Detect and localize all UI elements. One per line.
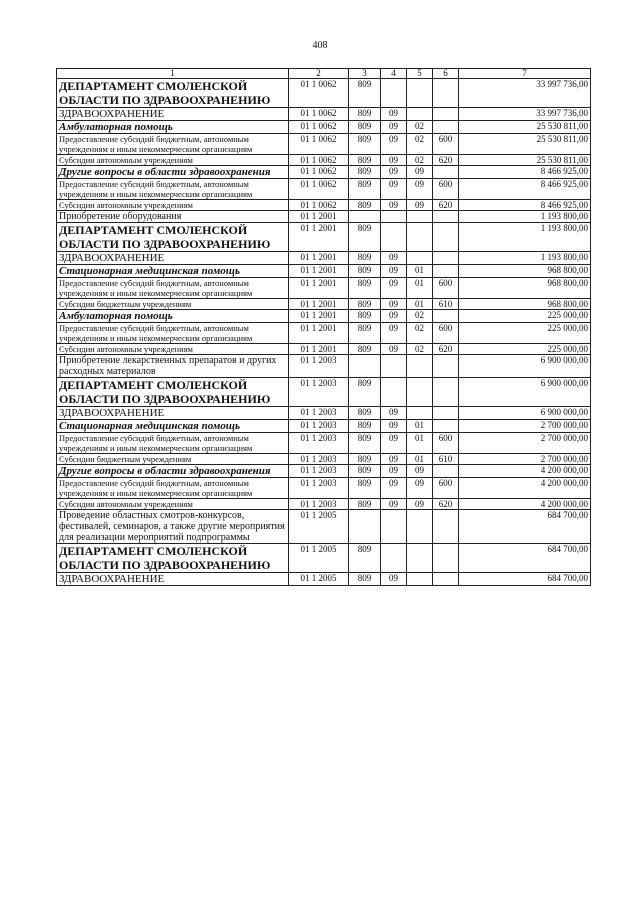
row-section-code: 09 xyxy=(381,407,407,420)
row-name: Приобретение лекарственных препаратов и других расходных материалов xyxy=(57,355,289,378)
row-amount: 25 530 811,00 xyxy=(459,134,591,155)
row-ministry-code: 809 xyxy=(349,499,381,510)
row-subsection-code xyxy=(407,252,433,265)
row-target-code: 01 1 2003 xyxy=(289,378,349,407)
row-amount: 684 700,00 xyxy=(459,573,591,586)
row-amount: 968 800,00 xyxy=(459,265,591,278)
row-subsection-code xyxy=(407,355,433,378)
row-expense-type-code xyxy=(433,223,459,252)
row-name: Субсидии бюджетным учреждениям xyxy=(57,299,289,310)
row-ministry-code: 809 xyxy=(349,344,381,355)
row-section-code: 09 xyxy=(381,573,407,586)
row-amount: 6 900 000,00 xyxy=(459,407,591,420)
row-target-code: 01 1 2001 xyxy=(289,299,349,310)
row-target-code: 01 1 2003 xyxy=(289,407,349,420)
row-subsection-code: 09 xyxy=(407,166,433,179)
row-section-code: 09 xyxy=(381,134,407,155)
row-section-code xyxy=(381,544,407,573)
row-subsection-code xyxy=(407,223,433,252)
row-name: ДЕПАРТАМЕНТ СМОЛЕНСКОЙ ОБЛАСТИ ПО ЗДРАВООХРАНЕНИЮ xyxy=(57,544,289,573)
row-target-code: 01 1 2005 xyxy=(289,544,349,573)
row-ministry-code: 809 xyxy=(349,252,381,265)
row-ministry-code: 809 xyxy=(349,465,381,478)
row-target-code: 01 1 2005 xyxy=(289,573,349,586)
table-row xyxy=(57,355,591,378)
row-target-code: 01 1 2001 xyxy=(289,278,349,299)
row-name: ЗДРАВООХРАНЕНИЕ xyxy=(57,252,289,265)
row-expense-type-code xyxy=(433,310,459,323)
row-amount: 225 000,00 xyxy=(459,323,591,344)
row-subsection-code xyxy=(407,108,433,121)
column-header: 4 xyxy=(381,69,407,79)
table-row xyxy=(57,252,591,265)
row-ministry-code: 809 xyxy=(349,573,381,586)
row-expense-type-code xyxy=(433,465,459,478)
row-section-code: 09 xyxy=(381,278,407,299)
row-name: ЗДРАВООХРАНЕНИЕ xyxy=(57,407,289,420)
table-row xyxy=(57,223,591,252)
row-section-code: 09 xyxy=(381,499,407,510)
row-amount: 684 700,00 xyxy=(459,544,591,573)
row-name: Субсидии автономным учреждениям xyxy=(57,344,289,355)
row-target-code: 01 1 0062 xyxy=(289,200,349,211)
row-target-code: 01 1 0062 xyxy=(289,108,349,121)
row-ministry-code xyxy=(349,510,381,544)
table-row xyxy=(57,407,591,420)
row-target-code: 01 1 2001 xyxy=(289,252,349,265)
table-row xyxy=(57,166,591,179)
column-header: 3 xyxy=(349,69,381,79)
row-section-code: 09 xyxy=(381,155,407,166)
row-subsection-code: 09 xyxy=(407,200,433,211)
column-header: 6 xyxy=(433,69,459,79)
row-target-code: 01 1 2003 xyxy=(289,465,349,478)
column-header-row xyxy=(57,69,591,79)
row-ministry-code: 809 xyxy=(349,108,381,121)
row-subsection-code xyxy=(407,378,433,407)
page-number: 408 xyxy=(312,40,328,51)
row-subsection-code xyxy=(407,510,433,544)
row-target-code: 01 1 2001 xyxy=(289,323,349,344)
row-section-code: 09 xyxy=(381,108,407,121)
row-ministry-code: 809 xyxy=(349,478,381,499)
row-ministry-code: 809 xyxy=(349,265,381,278)
row-amount: 1 193 800,00 xyxy=(459,211,591,223)
row-subsection-code: 09 xyxy=(407,465,433,478)
table-row xyxy=(57,433,591,454)
row-section-code: 09 xyxy=(381,166,407,179)
row-subsection-code: 01 xyxy=(407,265,433,278)
row-subsection-code xyxy=(407,407,433,420)
table-row xyxy=(57,465,591,478)
row-ministry-code xyxy=(349,211,381,223)
row-name: Субсидии автономным учреждениям xyxy=(57,499,289,510)
row-subsection-code xyxy=(407,544,433,573)
row-amount: 8 466 925,00 xyxy=(459,179,591,200)
row-subsection-code: 02 xyxy=(407,155,433,166)
row-ministry-code: 809 xyxy=(349,278,381,299)
row-amount: 4 200 000,00 xyxy=(459,478,591,499)
table-body xyxy=(57,69,591,586)
row-ministry-code: 809 xyxy=(349,407,381,420)
table-row xyxy=(57,121,591,134)
row-expense-type-code xyxy=(433,108,459,121)
table-row xyxy=(57,478,591,499)
row-section-code: 09 xyxy=(381,121,407,134)
table-row xyxy=(57,200,591,211)
table-row xyxy=(57,299,591,310)
table-row xyxy=(57,278,591,299)
table-row xyxy=(57,211,591,223)
row-section-code: 09 xyxy=(381,310,407,323)
row-ministry-code: 809 xyxy=(349,166,381,179)
row-amount: 6 900 000,00 xyxy=(459,378,591,407)
row-subsection-code: 09 xyxy=(407,499,433,510)
row-subsection-code xyxy=(407,79,433,108)
row-subsection-code: 01 xyxy=(407,420,433,433)
row-expense-type-code: 620 xyxy=(433,499,459,510)
row-name: ДЕПАРТАМЕНТ СМОЛЕНСКОЙ ОБЛАСТИ ПО ЗДРАВООХРАНЕНИЮ xyxy=(57,79,289,108)
row-expense-type-code: 620 xyxy=(433,344,459,355)
column-header: 2 xyxy=(289,69,349,79)
row-expense-type-code xyxy=(433,378,459,407)
row-section-code xyxy=(381,510,407,544)
row-name: Амбулаторная помощь xyxy=(57,121,289,134)
row-subsection-code xyxy=(407,573,433,586)
row-subsection-code: 01 xyxy=(407,454,433,465)
row-target-code: 01 1 0062 xyxy=(289,121,349,134)
row-amount: 2 700 000,00 xyxy=(459,420,591,433)
row-target-code: 01 1 2003 xyxy=(289,499,349,510)
row-name: ДЕПАРТАМЕНТ СМОЛЕНСКОЙ ОБЛАСТИ ПО ЗДРАВООХРАНЕНИЮ xyxy=(57,378,289,407)
row-section-code: 09 xyxy=(381,344,407,355)
row-amount: 6 900 000,00 xyxy=(459,355,591,378)
row-section-code: 09 xyxy=(381,478,407,499)
table-row xyxy=(57,179,591,200)
row-ministry-code: 809 xyxy=(349,378,381,407)
row-amount: 684 700,00 xyxy=(459,510,591,544)
table-row xyxy=(57,155,591,166)
table-row xyxy=(57,378,591,407)
row-subsection-code: 02 xyxy=(407,134,433,155)
row-target-code: 01 1 0062 xyxy=(289,134,349,155)
row-expense-type-code xyxy=(433,544,459,573)
row-target-code: 01 1 0062 xyxy=(289,166,349,179)
row-target-code: 01 1 0062 xyxy=(289,79,349,108)
row-amount: 1 193 800,00 xyxy=(459,223,591,252)
row-amount: 968 800,00 xyxy=(459,278,591,299)
table-row xyxy=(57,108,591,121)
row-target-code: 01 1 2003 xyxy=(289,478,349,499)
row-name: Стационарная медицинская помощь xyxy=(57,265,289,278)
row-name: Другие вопросы в области здравоохранения xyxy=(57,465,289,478)
row-expense-type-code: 610 xyxy=(433,299,459,310)
table-row xyxy=(57,544,591,573)
row-name: Предоставление субсидий бюджетным, автономным учреждениям и иным некоммерческим организациям xyxy=(57,278,289,299)
row-section-code: 09 xyxy=(381,299,407,310)
row-amount: 225 000,00 xyxy=(459,310,591,323)
row-subsection-code: 01 xyxy=(407,278,433,299)
row-ministry-code: 809 xyxy=(349,121,381,134)
row-target-code: 01 1 0062 xyxy=(289,155,349,166)
row-ministry-code: 809 xyxy=(349,155,381,166)
row-section-code: 09 xyxy=(381,252,407,265)
row-name: Субсидии автономным учреждениям xyxy=(57,200,289,211)
row-subsection-code: 01 xyxy=(407,299,433,310)
row-name: ЗДРАВООХРАНЕНИЕ xyxy=(57,108,289,121)
table-row xyxy=(57,420,591,433)
row-ministry-code: 809 xyxy=(349,223,381,252)
row-target-code: 01 1 0062 xyxy=(289,179,349,200)
row-amount: 33 997 736,00 xyxy=(459,108,591,121)
row-target-code: 01 1 2001 xyxy=(289,211,349,223)
row-name: Предоставление субсидий бюджетным, автономным учреждениям и иным некоммерческим организациям xyxy=(57,478,289,499)
row-section-code: 09 xyxy=(381,265,407,278)
row-expense-type-code: 600 xyxy=(433,278,459,299)
row-subsection-code: 01 xyxy=(407,433,433,454)
row-expense-type-code: 620 xyxy=(433,155,459,166)
row-amount: 33 997 736,00 xyxy=(459,79,591,108)
row-name: Приобретение оборудования xyxy=(57,211,289,223)
row-amount: 968 800,00 xyxy=(459,299,591,310)
row-expense-type-code: 600 xyxy=(433,323,459,344)
row-amount: 4 200 000,00 xyxy=(459,499,591,510)
row-target-code: 01 1 2001 xyxy=(289,265,349,278)
row-amount: 1 193 800,00 xyxy=(459,252,591,265)
row-name: Проведение областных смотров-конкурсов, фестивалей, семинаров, а также другие мероприятия для реализации мероприятий подпрограммы xyxy=(57,510,289,544)
table-row xyxy=(57,573,591,586)
row-expense-type-code xyxy=(433,407,459,420)
row-target-code: 01 1 2001 xyxy=(289,223,349,252)
table-row xyxy=(57,323,591,344)
row-ministry-code: 809 xyxy=(349,454,381,465)
row-expense-type-code xyxy=(433,79,459,108)
table-row xyxy=(57,265,591,278)
row-target-code: 01 1 2003 xyxy=(289,454,349,465)
row-name: Предоставление субсидий бюджетным, автономным учреждениям и иным некоммерческим организациям xyxy=(57,323,289,344)
row-section-code xyxy=(381,211,407,223)
row-name: ЗДРАВООХРАНЕНИЕ xyxy=(57,573,289,586)
row-subsection-code: 09 xyxy=(407,478,433,499)
row-section-code xyxy=(381,378,407,407)
row-expense-type-code xyxy=(433,121,459,134)
row-expense-type-code xyxy=(433,211,459,223)
budget-table xyxy=(56,68,591,586)
table-row xyxy=(57,499,591,510)
row-expense-type-code xyxy=(433,510,459,544)
row-expense-type-code: 600 xyxy=(433,134,459,155)
column-header: 5 xyxy=(407,69,433,79)
row-ministry-code: 809 xyxy=(349,310,381,323)
row-ministry-code: 809 xyxy=(349,134,381,155)
row-name: Предоставление субсидий бюджетным, автономным учреждениям и иным некоммерческим организациям xyxy=(57,134,289,155)
row-section-code: 09 xyxy=(381,179,407,200)
row-subsection-code: 02 xyxy=(407,323,433,344)
row-ministry-code: 809 xyxy=(349,433,381,454)
row-subsection-code: 09 xyxy=(407,179,433,200)
row-section-code xyxy=(381,355,407,378)
row-amount: 8 466 925,00 xyxy=(459,166,591,179)
row-section-code: 09 xyxy=(381,323,407,344)
row-section-code: 09 xyxy=(381,454,407,465)
row-ministry-code: 809 xyxy=(349,544,381,573)
row-section-code xyxy=(381,223,407,252)
row-expense-type-code xyxy=(433,252,459,265)
table-row xyxy=(57,79,591,108)
row-expense-type-code xyxy=(433,355,459,378)
row-target-code: 01 1 2003 xyxy=(289,433,349,454)
column-header: 1 xyxy=(57,69,289,79)
row-target-code: 01 1 2003 xyxy=(289,420,349,433)
table-row xyxy=(57,510,591,544)
row-amount: 25 530 811,00 xyxy=(459,121,591,134)
row-expense-type-code xyxy=(433,166,459,179)
table-row xyxy=(57,454,591,465)
row-amount: 2 700 000,00 xyxy=(459,454,591,465)
row-ministry-code xyxy=(349,355,381,378)
column-header: 7 xyxy=(459,69,591,79)
row-target-code: 01 1 2001 xyxy=(289,344,349,355)
row-ministry-code: 809 xyxy=(349,79,381,108)
row-section-code xyxy=(381,79,407,108)
table-row xyxy=(57,310,591,323)
row-amount: 4 200 000,00 xyxy=(459,465,591,478)
row-amount: 225 000,00 xyxy=(459,344,591,355)
table-row xyxy=(57,134,591,155)
row-target-code: 01 1 2001 xyxy=(289,310,349,323)
row-subsection-code: 02 xyxy=(407,121,433,134)
row-name: ДЕПАРТАМЕНТ СМОЛЕНСКОЙ ОБЛАСТИ ПО ЗДРАВООХРАНЕНИЮ xyxy=(57,223,289,252)
row-expense-type-code: 600 xyxy=(433,179,459,200)
row-name: Стационарная медицинская помощь xyxy=(57,420,289,433)
row-subsection-code: 02 xyxy=(407,310,433,323)
row-expense-type-code xyxy=(433,573,459,586)
row-section-code: 09 xyxy=(381,200,407,211)
row-subsection-code: 02 xyxy=(407,344,433,355)
row-section-code: 09 xyxy=(381,420,407,433)
row-name: Субсидии бюджетным учреждениям xyxy=(57,454,289,465)
row-name: Субсидии автономным учреждениям xyxy=(57,155,289,166)
row-subsection-code xyxy=(407,211,433,223)
row-name: Предоставление субсидий бюджетным, автономным учреждениям и иным некоммерческим организациям xyxy=(57,433,289,454)
row-name: Амбулаторная помощь xyxy=(57,310,289,323)
row-ministry-code: 809 xyxy=(349,299,381,310)
row-expense-type-code: 600 xyxy=(433,433,459,454)
row-amount: 2 700 000,00 xyxy=(459,433,591,454)
row-ministry-code: 809 xyxy=(349,179,381,200)
row-target-code: 01 1 2005 xyxy=(289,510,349,544)
row-section-code: 09 xyxy=(381,433,407,454)
row-section-code: 09 xyxy=(381,465,407,478)
table-row xyxy=(57,344,591,355)
row-name: Предоставление субсидий бюджетным, автономным учреждениям и иным некоммерческим организациям xyxy=(57,179,289,200)
row-expense-type-code: 600 xyxy=(433,478,459,499)
row-amount: 8 466 925,00 xyxy=(459,200,591,211)
row-ministry-code: 809 xyxy=(349,323,381,344)
row-expense-type-code xyxy=(433,265,459,278)
row-name: Другие вопросы в области здравоохранения xyxy=(57,166,289,179)
row-amount: 25 530 811,00 xyxy=(459,155,591,166)
row-expense-type-code: 620 xyxy=(433,200,459,211)
row-ministry-code: 809 xyxy=(349,200,381,211)
row-expense-type-code xyxy=(433,420,459,433)
row-ministry-code: 809 xyxy=(349,420,381,433)
row-target-code: 01 1 2003 xyxy=(289,355,349,378)
row-expense-type-code: 610 xyxy=(433,454,459,465)
